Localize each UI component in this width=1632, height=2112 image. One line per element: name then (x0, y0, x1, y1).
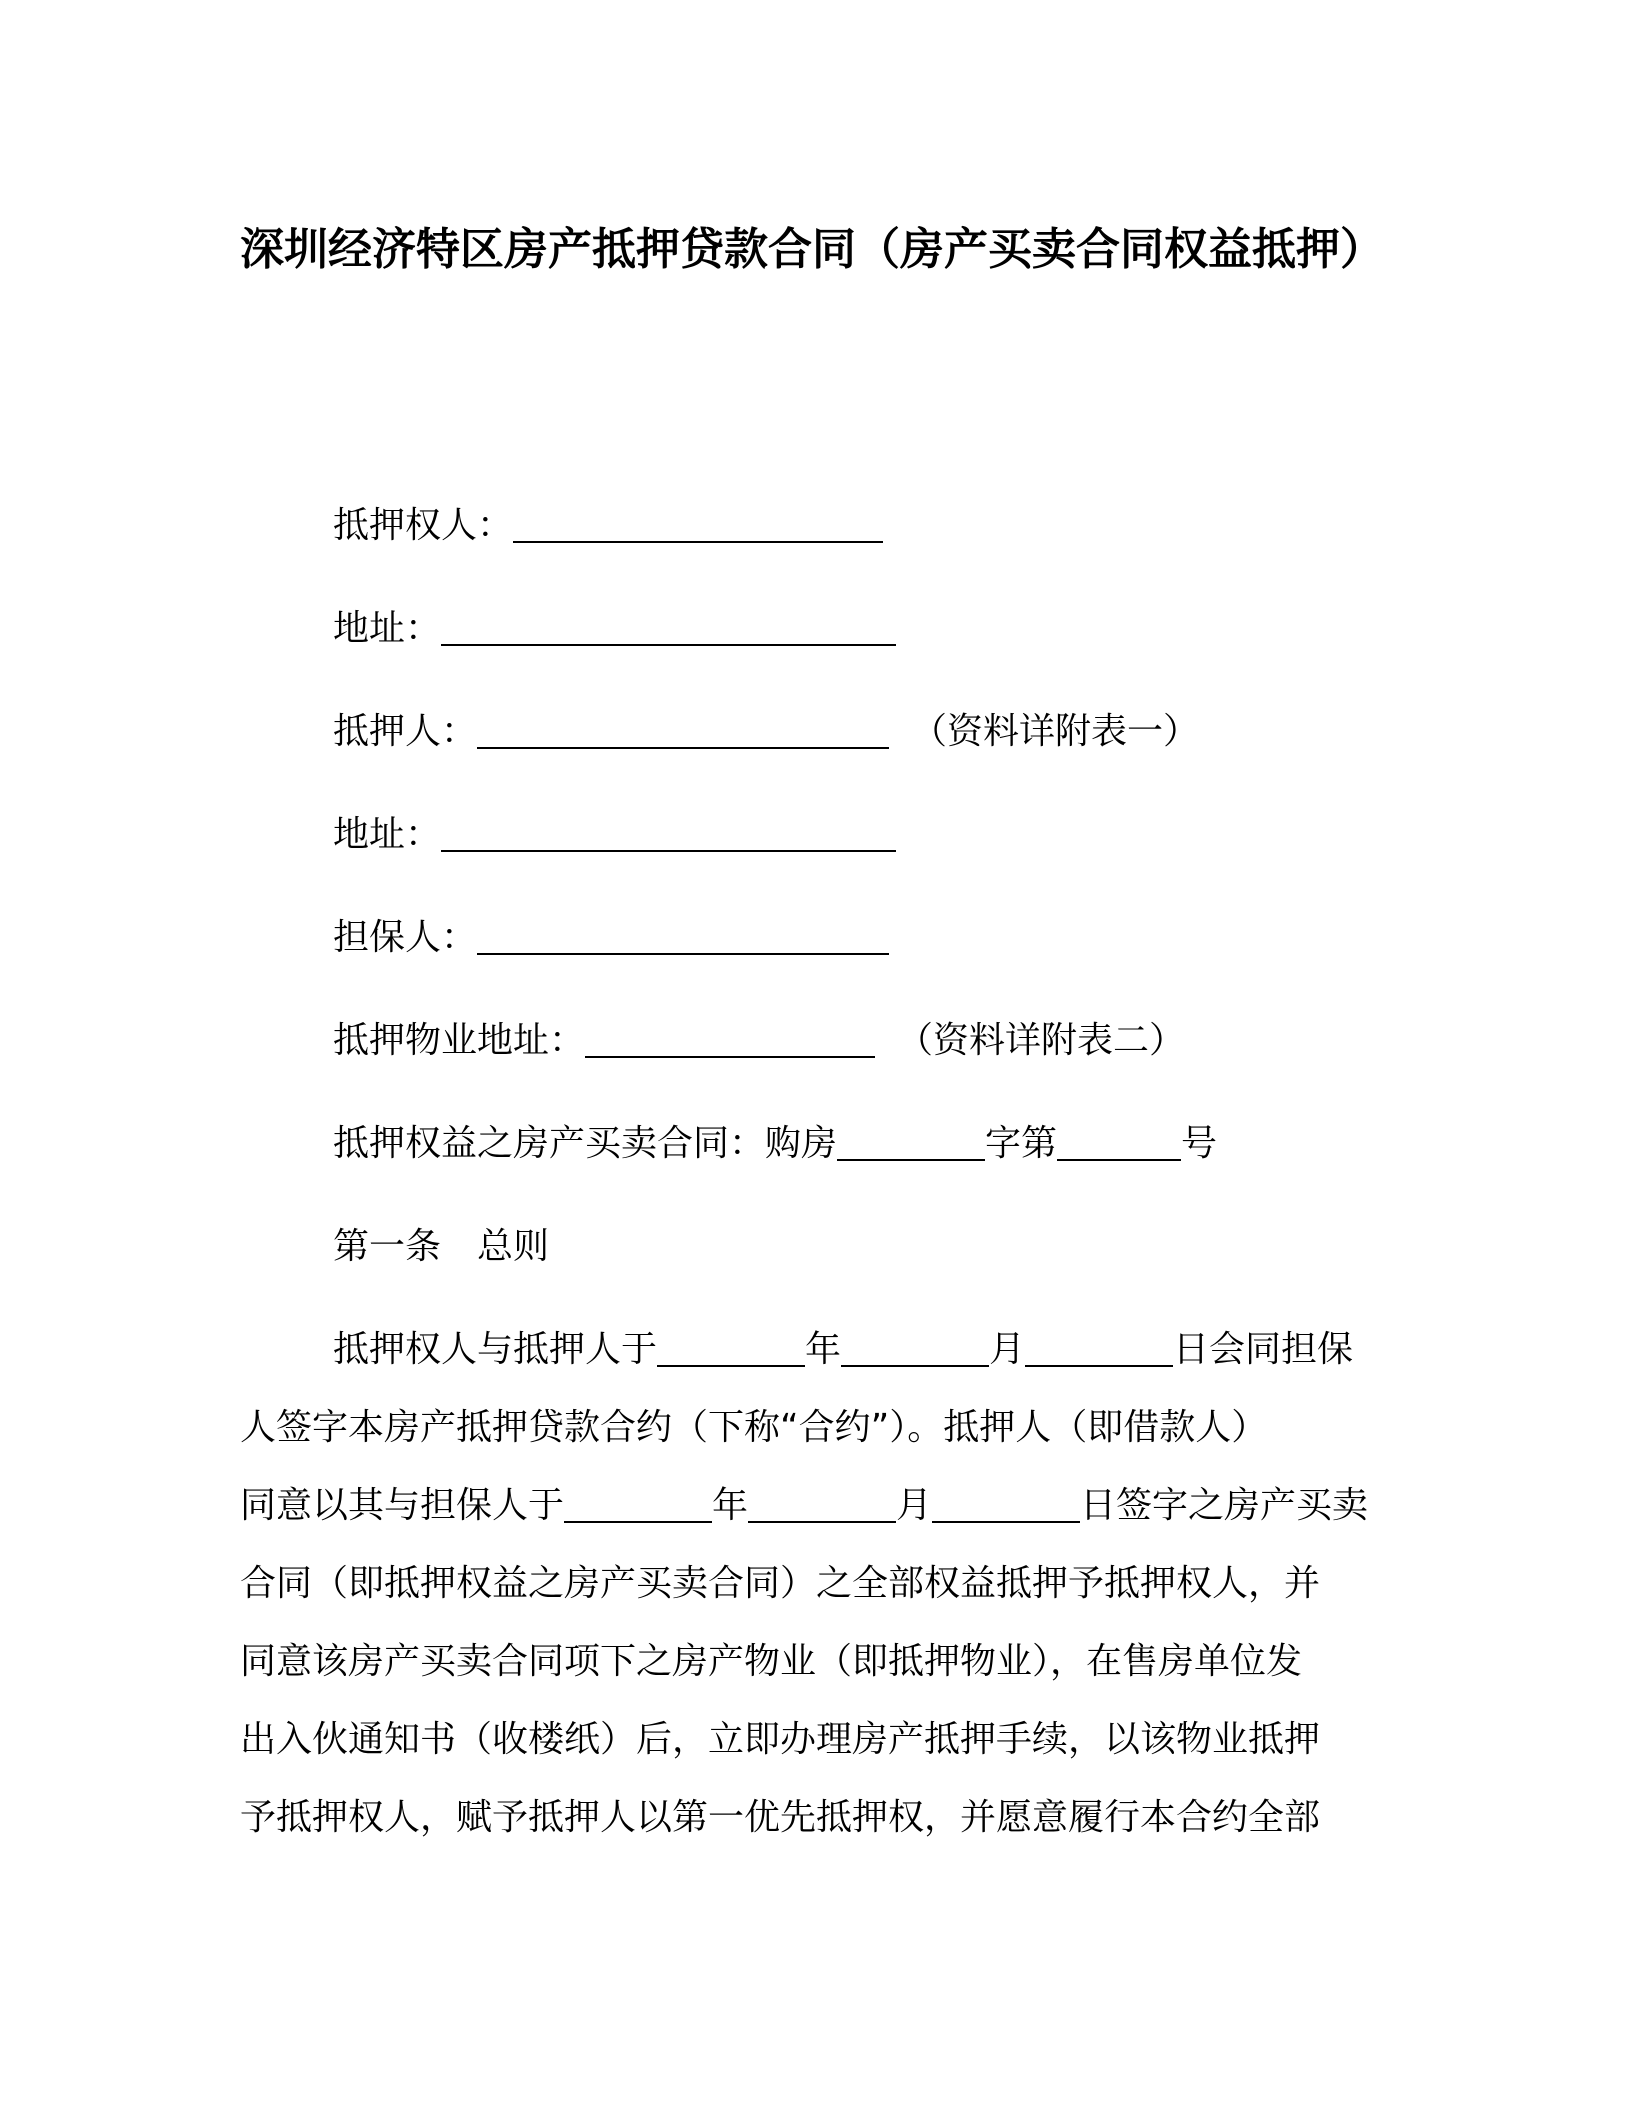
section-1-text: 年 (712, 1485, 749, 1526)
date-blank-year-2[interactable] (564, 1485, 712, 1523)
field-guarantor-blank[interactable] (477, 917, 889, 955)
field-guarantor (333, 912, 889, 964)
field-mortgagor-address-label: 地址： (333, 814, 442, 855)
date-blank-day-1[interactable] (1025, 1329, 1173, 1367)
section-1-line-7: 予抵押权人，赋予抵押人以第一优先抵押权，并愿意履行本合约全部 (240, 1797, 1321, 1838)
section-1-line-4: 合同（即抵押权益之房产买卖合同）之全部权益抵押予抵押权人，并 (240, 1563, 1321, 1604)
field-property-address-label: 抵押物业地址： (333, 1020, 586, 1061)
field-mortgagee-address-blank[interactable] (441, 608, 896, 646)
field-sale-contract-blank-1[interactable] (837, 1123, 985, 1161)
date-blank-day-2[interactable] (932, 1485, 1080, 1523)
document-title: 深圳经济特区房产抵押贷款合同（房产买卖合同权益抵押） (240, 224, 1384, 275)
field-sale-contract (333, 1118, 1217, 1170)
field-mortgagor-address-blank[interactable] (441, 814, 896, 852)
field-sale-contract-label: 抵押权益之房产买卖合同：购房 (333, 1123, 838, 1164)
section-1-line-5: 同意该房产买卖合同项下之房产物业（即抵押物业），在售房单位发 (240, 1641, 1303, 1682)
section-1-line-1 (333, 1324, 1353, 1376)
section-1-text: 同意以其与担保人于 (240, 1485, 565, 1526)
section-1-text: 抵押权人与抵押人于 (333, 1329, 658, 1370)
field-mortgagor-label: 抵押人： (333, 711, 478, 752)
field-property-address-note: （资料详附表二） (897, 1020, 1186, 1061)
section-1-text: 年 (805, 1329, 842, 1370)
field-mortgagee-address (333, 603, 896, 655)
section-1-text: 日会同担保 (1173, 1329, 1354, 1370)
field-property-address (333, 1015, 1185, 1067)
field-sale-contract-end: 号 (1181, 1123, 1218, 1164)
field-mortgagee (333, 500, 883, 552)
section-1-line-2: 人签字本房产抵押贷款合约（下称“合约”）。抵押人（即借款人） (240, 1407, 1268, 1448)
section-1-text: 月 (896, 1485, 933, 1526)
date-blank-month-1[interactable] (841, 1329, 989, 1367)
field-mortgagor (333, 706, 1199, 758)
field-sale-contract-mid: 字第 (985, 1123, 1058, 1164)
field-mortgagor-address (333, 809, 896, 861)
field-mortgagor-note: （资料详附表一） (911, 711, 1200, 752)
field-property-address-blank[interactable] (585, 1020, 875, 1058)
section-1-text: 月 (989, 1329, 1026, 1370)
field-sale-contract-blank-2[interactable] (1057, 1123, 1181, 1161)
section-1-line-6: 出入伙通知书（收楼纸）后，立即办理房产抵押手续，以该物业抵押 (240, 1719, 1321, 1760)
field-mortgagee-address-label: 地址： (333, 608, 442, 649)
section-1-text: 日签字之房产买卖 (1080, 1485, 1369, 1526)
field-mortgagee-blank[interactable] (513, 505, 883, 543)
field-mortgagee-label: 抵押权人： (333, 505, 514, 546)
section-1-heading: 第一条 总则 (333, 1226, 550, 1267)
field-mortgagor-blank[interactable] (477, 711, 889, 749)
date-blank-month-2[interactable] (748, 1485, 896, 1523)
section-1-line-3 (240, 1480, 1380, 1532)
field-guarantor-label: 担保人： (333, 917, 478, 958)
date-blank-year-1[interactable] (657, 1329, 805, 1367)
